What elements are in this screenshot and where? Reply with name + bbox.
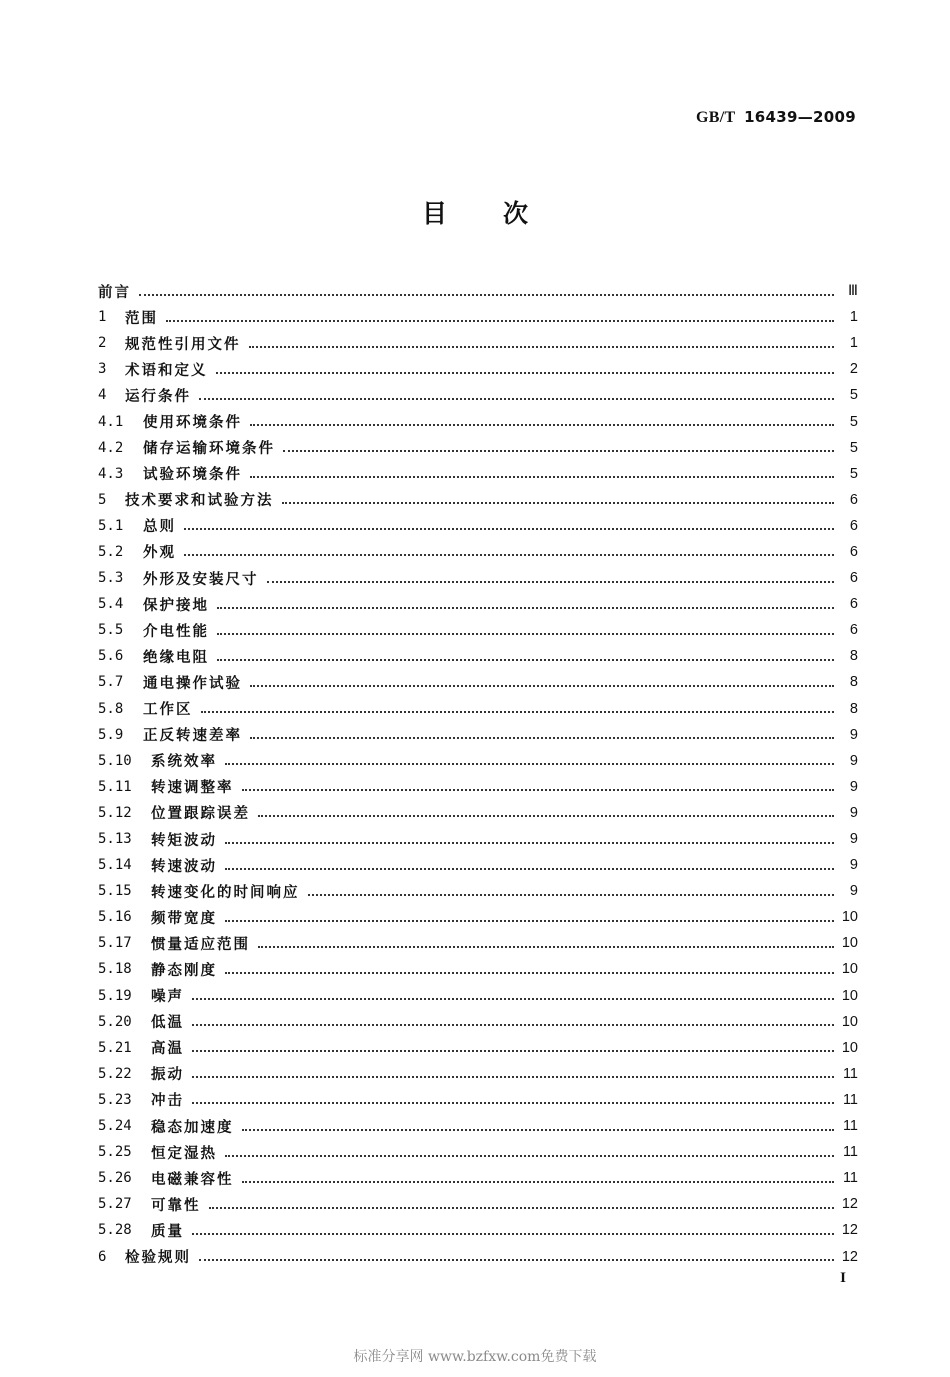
toc-entry-number: 5.26 — [98, 1170, 132, 1187]
dot-leader — [192, 1232, 834, 1235]
dot-leader — [250, 423, 834, 426]
toc-entry-label: 工作区 — [143, 702, 193, 719]
toc-entry-label: 总则 — [143, 519, 176, 536]
toc-entry-page: 11 — [842, 1091, 858, 1108]
toc-entry-page: Ⅲ — [848, 283, 858, 300]
toc-entry[interactable] — [98, 852, 858, 878]
dot-leader — [192, 1049, 834, 1052]
toc-entry-number: 5.23 — [98, 1091, 132, 1108]
toc-entry-number: 5.17 — [98, 935, 132, 952]
toc-entry-number: 5.15 — [98, 883, 132, 900]
toc-entry[interactable] — [98, 461, 858, 487]
table-of-contents — [98, 278, 858, 1270]
toc-entry-label: 位置跟踪误差 — [151, 806, 250, 823]
toc-entry-number: 5.6 — [98, 648, 124, 665]
toc-entry-label: 转速调整率 — [151, 780, 234, 797]
toc-entry[interactable] — [98, 826, 858, 852]
toc-entry-label: 高温 — [151, 1041, 184, 1058]
toc-entry-label: 噪声 — [151, 989, 184, 1006]
toc-entry-page: 6 — [849, 517, 858, 534]
toc-entry-label: 介电性能 — [143, 623, 209, 640]
toc-entry-page: 10 — [841, 987, 858, 1004]
dot-leader — [283, 449, 834, 452]
toc-entry[interactable] — [98, 669, 858, 695]
toc-entry-number: 5.19 — [98, 987, 132, 1004]
dot-leader — [258, 945, 834, 948]
toc-entry-number: 5.16 — [98, 909, 132, 926]
toc-entry-page: 9 — [849, 883, 858, 900]
toc-entry-number: 3 — [98, 361, 107, 378]
dot-leader — [192, 997, 834, 1000]
toc-entry-page: 9 — [849, 804, 858, 821]
dot-leader — [139, 293, 834, 296]
dot-leader — [308, 893, 835, 896]
dot-leader — [249, 345, 835, 348]
toc-entry-label: 振动 — [151, 1067, 184, 1084]
dot-leader — [225, 971, 834, 974]
toc-entry-page: 9 — [849, 778, 858, 795]
toc-entry-label: 试验环境条件 — [143, 467, 242, 484]
toc-entry-label: 恒定湿热 — [151, 1145, 217, 1162]
toc-entry-number: 5.20 — [98, 1013, 132, 1030]
toc-entry[interactable] — [98, 513, 858, 539]
dot-leader — [166, 319, 834, 322]
toc-entry[interactable] — [98, 956, 858, 982]
toc-entry-number: 5.25 — [98, 1144, 132, 1161]
toc-entry[interactable] — [98, 643, 858, 669]
toc-entry-number: 5.10 — [98, 752, 132, 769]
dot-leader — [209, 1206, 834, 1209]
toc-entry-page: 6 — [849, 491, 858, 508]
toc-entry-number: 5.9 — [98, 726, 124, 743]
toc-entry-label: 外观 — [143, 545, 176, 562]
toc-entry-number: 5.1 — [98, 517, 124, 534]
toc-entry[interactable] — [98, 904, 858, 930]
toc-entry-label: 系统效率 — [151, 754, 217, 771]
dot-leader — [250, 736, 834, 739]
toc-entry-label: 稳态加速度 — [151, 1119, 234, 1136]
toc-entry-number: 5 — [98, 491, 107, 508]
dot-leader — [192, 1023, 834, 1026]
toc-entry-page: 10 — [841, 1039, 858, 1056]
toc-entry-number: 1 — [98, 309, 107, 326]
toc-entry-page: 8 — [849, 700, 858, 717]
toc-entry[interactable] — [98, 330, 858, 356]
dot-leader — [242, 1128, 835, 1131]
dot-leader — [242, 1180, 835, 1183]
toc-entry[interactable] — [98, 304, 858, 330]
toc-entry-label: 转速变化的时间响应 — [151, 884, 300, 901]
toc-entry-number: 5.8 — [98, 700, 124, 717]
toc-entry-number: 5.21 — [98, 1039, 132, 1056]
toc-entry-number: 5.5 — [98, 622, 124, 639]
toc-entry-label: 转矩波动 — [151, 832, 217, 849]
toc-entry[interactable] — [98, 539, 858, 565]
toc-entry[interactable] — [98, 748, 858, 774]
toc-entry-label: 范围 — [125, 310, 158, 327]
toc-entry[interactable] — [98, 617, 858, 643]
toc-entry[interactable] — [98, 591, 858, 617]
toc-entry-number: 5.18 — [98, 961, 132, 978]
dot-leader — [192, 1075, 834, 1078]
standard-prefix: GB/T — [696, 109, 736, 126]
toc-entry-label: 惯量适应范围 — [151, 936, 250, 953]
toc-entry[interactable] — [98, 722, 858, 748]
toc-entry-label: 使用环境条件 — [143, 415, 242, 432]
toc-entry-page: 1 — [849, 335, 858, 352]
toc-entry-label: 规范性引用文件 — [125, 336, 241, 353]
toc-entry-page: 6 — [849, 543, 858, 560]
dot-leader — [192, 1101, 834, 1104]
dot-leader — [199, 397, 834, 400]
toc-entry-page: 9 — [849, 726, 858, 743]
toc-entry-number: 5.4 — [98, 596, 124, 613]
toc-entry-page: 8 — [849, 674, 858, 691]
toc-entry-label: 电磁兼容性 — [151, 1171, 234, 1188]
toc-entry-number: 5.7 — [98, 674, 124, 691]
toc-entry-page: 9 — [849, 831, 858, 848]
toc-entry-number: 5.11 — [98, 778, 132, 795]
toc-entry-page: 11 — [842, 1118, 858, 1135]
dot-leader — [225, 867, 834, 870]
toc-entry[interactable] — [98, 1113, 858, 1139]
toc-entry[interactable] — [98, 278, 858, 304]
dot-leader — [267, 580, 835, 583]
toc-entry-page: 5 — [849, 439, 858, 456]
dot-leader — [201, 710, 835, 713]
watermark: 标准分享网 www.bzfxw.com免费下载 — [353, 1349, 597, 1365]
toc-entry[interactable] — [98, 1217, 858, 1243]
toc-entry[interactable] — [98, 983, 858, 1009]
toc-entry[interactable] — [98, 800, 858, 826]
toc-entry-page: 12 — [841, 1248, 858, 1265]
toc-entry-number: 5.27 — [98, 1196, 132, 1213]
dot-leader — [217, 658, 834, 661]
dot-leader — [250, 684, 834, 687]
toc-entry-page: 12 — [841, 1222, 858, 1239]
dot-leader — [216, 371, 835, 374]
toc-entry[interactable] — [98, 1243, 858, 1269]
toc-entry-page: 11 — [842, 1170, 858, 1187]
toc-entry-number: 4.2 — [98, 439, 124, 456]
toc-entry[interactable] — [98, 565, 858, 591]
toc-entry-page: 10 — [841, 1013, 858, 1030]
toc-entry-label: 技术要求和试验方法 — [125, 493, 274, 510]
page-title — [0, 194, 950, 230]
dot-leader — [184, 527, 834, 530]
toc-entry-label: 质量 — [151, 1223, 184, 1240]
toc-entry-label: 正反转速差率 — [143, 728, 242, 745]
dot-leader — [250, 475, 834, 478]
toc-entry[interactable] — [98, 382, 858, 408]
toc-entry-label: 静态刚度 — [151, 962, 217, 979]
page-number: I — [840, 1270, 846, 1286]
toc-entry-label: 检验规则 — [125, 1250, 191, 1267]
toc-entry[interactable] — [98, 408, 858, 434]
toc-entry-page: 9 — [849, 752, 858, 769]
toc-entry-label: 冲击 — [151, 1093, 184, 1110]
toc-entry-page: 5 — [849, 387, 858, 404]
dot-leader — [225, 841, 834, 844]
dot-leader — [199, 1258, 834, 1261]
toc-entry-number: 4.3 — [98, 465, 124, 482]
toc-entry-label: 通电操作试验 — [143, 675, 242, 692]
toc-entry-page: 2 — [849, 361, 858, 378]
toc-entry-number: 5.28 — [98, 1222, 132, 1239]
toc-entry-label: 前言 — [98, 284, 131, 301]
toc-entry-label: 绝缘电阻 — [143, 649, 209, 666]
toc-entry-number: 5.3 — [98, 570, 124, 587]
toc-entry-page: 6 — [849, 570, 858, 587]
toc-entry-number: 6 — [98, 1248, 107, 1265]
toc-entry-number: 5.24 — [98, 1118, 132, 1135]
dot-leader — [225, 919, 834, 922]
toc-entry-page: 11 — [842, 1065, 858, 1082]
toc-entry[interactable] — [98, 1087, 858, 1113]
standard-number — [696, 108, 856, 127]
toc-entry-number: 5.2 — [98, 543, 124, 560]
toc-entry-number: 2 — [98, 335, 107, 352]
dot-leader — [217, 632, 834, 635]
toc-entry-label: 术语和定义 — [125, 362, 208, 379]
toc-entry[interactable] — [98, 1165, 858, 1191]
toc-entry-page: 1 — [849, 309, 858, 326]
toc-entry-label: 储存运输环境条件 — [143, 441, 275, 458]
toc-entry-page: 12 — [841, 1196, 858, 1213]
toc-entry-page: 6 — [849, 622, 858, 639]
toc-entry[interactable] — [98, 435, 858, 461]
toc-entry-label: 低温 — [151, 1015, 184, 1032]
toc-entry-label: 外形及安装尺寸 — [143, 571, 259, 588]
toc-entry[interactable] — [98, 774, 858, 800]
toc-entry[interactable] — [98, 878, 858, 904]
toc-entry[interactable] — [98, 930, 858, 956]
dot-leader — [184, 553, 834, 556]
dot-leader — [225, 762, 834, 765]
toc-entry[interactable] — [98, 1035, 858, 1061]
toc-entry[interactable] — [98, 1061, 858, 1087]
toc-entry-number: 5.22 — [98, 1065, 132, 1082]
dot-leader — [217, 606, 834, 609]
toc-entry[interactable] — [98, 1139, 858, 1165]
toc-entry-page: 5 — [849, 465, 858, 482]
toc-entry-page: 6 — [849, 596, 858, 613]
toc-entry-number: 4 — [98, 387, 107, 404]
toc-entry-page: 9 — [849, 857, 858, 874]
toc-entry[interactable] — [98, 356, 858, 382]
toc-entry-label: 保护接地 — [143, 597, 209, 614]
toc-entry-page: 5 — [849, 413, 858, 430]
title-char-2: 次 — [503, 199, 529, 228]
toc-entry-label: 转速波动 — [151, 858, 217, 875]
dot-leader — [225, 1154, 834, 1157]
toc-entry-label: 可靠性 — [151, 1197, 201, 1214]
toc-entry-page: 8 — [849, 648, 858, 665]
toc-entry[interactable] — [98, 696, 858, 722]
toc-entry[interactable] — [98, 1191, 858, 1217]
title-char-1: 目 — [421, 199, 447, 228]
toc-entry-page: 10 — [841, 909, 858, 926]
toc-entry-page: 11 — [842, 1144, 858, 1161]
toc-entry[interactable] — [98, 487, 858, 513]
toc-entry-number: 5.14 — [98, 857, 132, 874]
toc-entry-number: 5.13 — [98, 831, 132, 848]
dot-leader — [242, 788, 835, 791]
toc-entry[interactable] — [98, 1009, 858, 1035]
standard-code: 16439—2009 — [744, 108, 856, 126]
toc-entry-page: 10 — [841, 961, 858, 978]
toc-entry-number: 4.1 — [98, 413, 124, 430]
toc-entry-page: 10 — [841, 935, 858, 952]
dot-leader — [258, 814, 834, 817]
dot-leader — [282, 501, 835, 504]
toc-entry-label: 频带宽度 — [151, 910, 217, 927]
toc-entry-number: 5.12 — [98, 804, 132, 821]
toc-entry-label: 运行条件 — [125, 388, 191, 405]
